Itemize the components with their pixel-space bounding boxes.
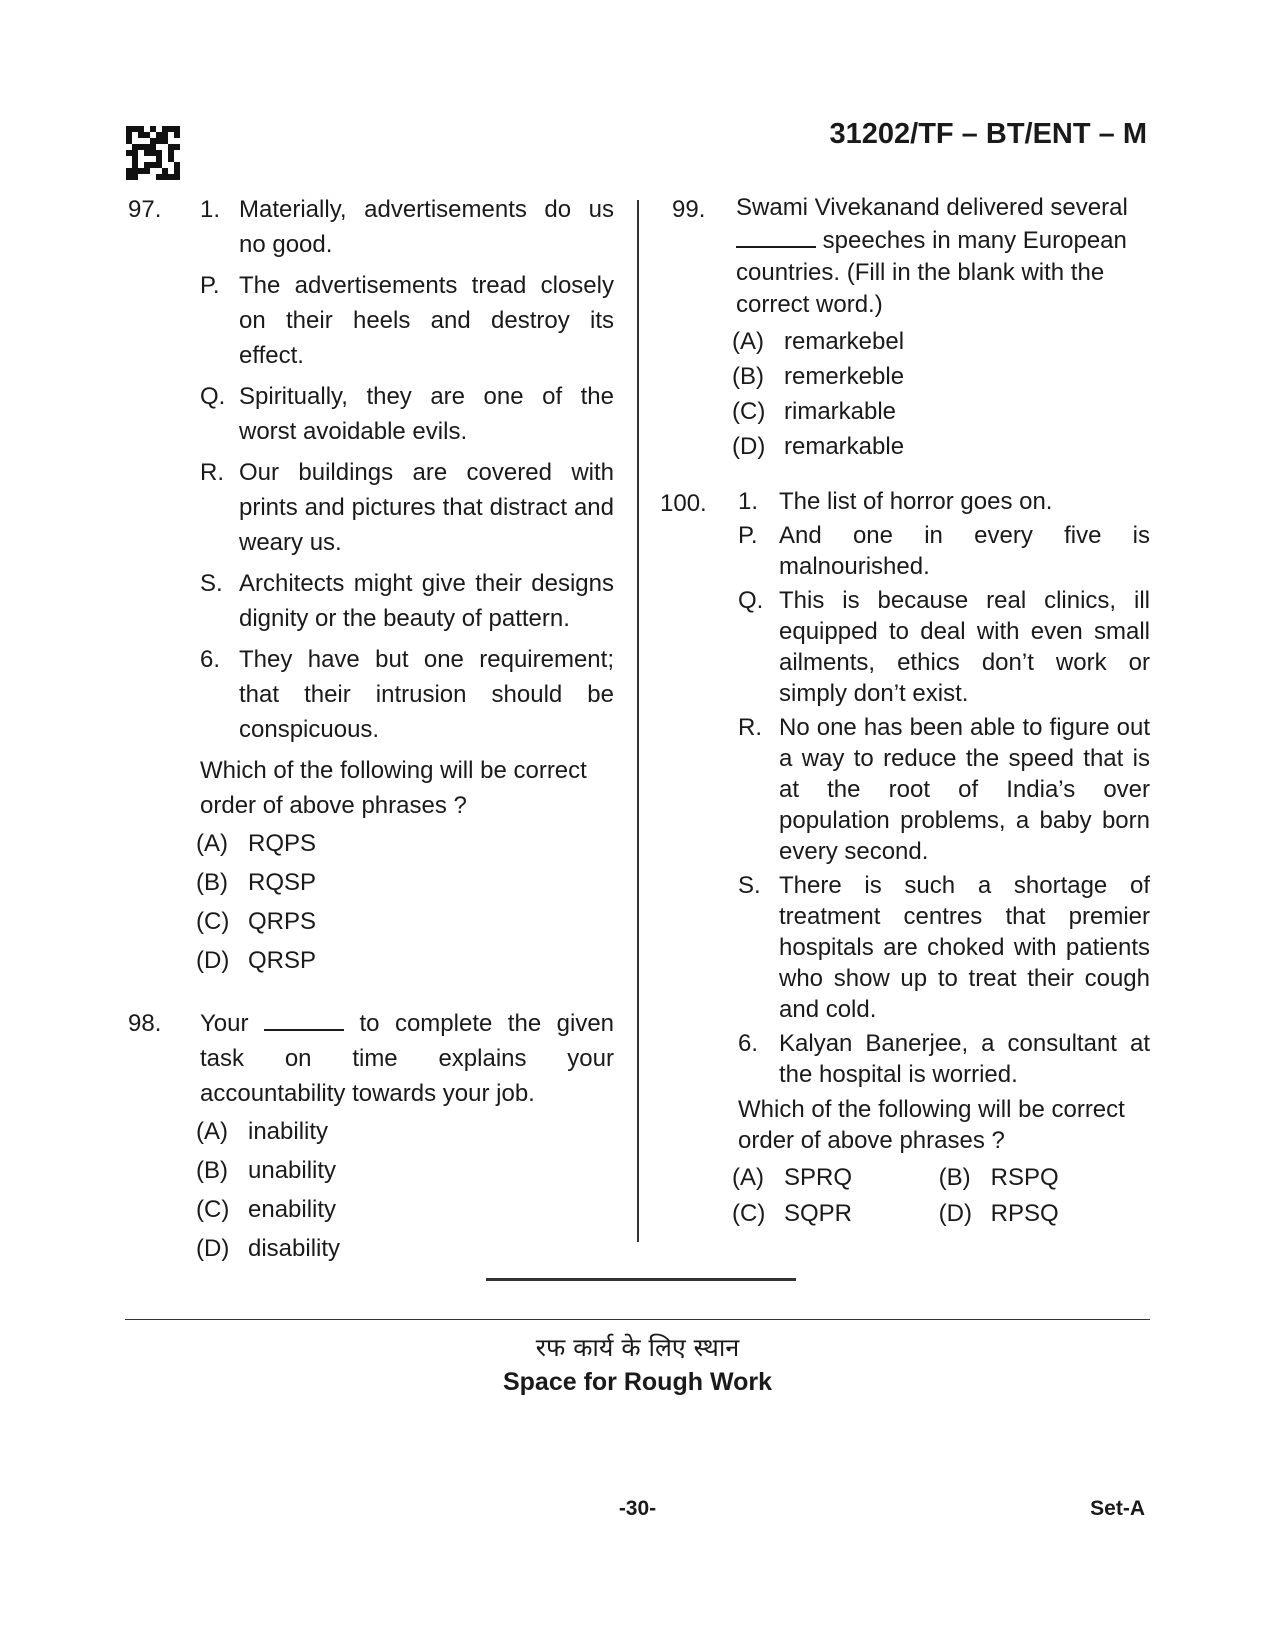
- option-d[interactable]: [196, 1231, 614, 1270]
- question-prompt: [660, 192, 1150, 321]
- option-label: (B): [938, 1164, 971, 1191]
- prompt-line: [736, 224, 1150, 257]
- statement: [128, 566, 614, 636]
- option-b[interactable]: [196, 1153, 614, 1192]
- option-a[interactable]: [196, 1114, 614, 1153]
- option-text: QRSP: [248, 947, 317, 974]
- option-b[interactable]: [732, 359, 1150, 394]
- statement-text: There is such a shortage of treatment centres that premier hospitals are choked with patients who show up to treat their cough and cold.: [779, 872, 1150, 1023]
- statement: [660, 870, 1150, 1025]
- statement-text: The advertisements tread closely on their heels and destroy its effect.: [239, 272, 614, 369]
- page-number: -30-: [618, 1497, 657, 1520]
- option-d[interactable]: [939, 1196, 1139, 1231]
- option-label: (A): [732, 1164, 764, 1191]
- statement: [660, 712, 1150, 867]
- option-c[interactable]: [732, 394, 1150, 429]
- option-label: (D): [196, 947, 230, 974]
- statement-label: Q.: [738, 587, 764, 614]
- right-column: [660, 192, 1150, 1232]
- statement: [128, 642, 614, 747]
- fill-blank: [264, 1007, 344, 1031]
- option-text: SPRQ: [784, 1164, 853, 1191]
- option-label: (D): [196, 1235, 230, 1262]
- option-label: (B): [732, 363, 764, 390]
- options-row: [732, 1196, 1150, 1232]
- option-b[interactable]: [939, 1160, 1139, 1195]
- option-label: (A): [196, 1118, 228, 1145]
- option-d[interactable]: [196, 943, 614, 982]
- statement-label: 1.: [738, 488, 759, 515]
- statement-text: Spiritually, they are one of the worst avoidable evils.: [239, 383, 614, 445]
- options-list: [128, 1114, 614, 1270]
- option-b[interactable]: [196, 865, 614, 904]
- option-label: (B): [196, 1157, 228, 1184]
- statement-label: 6.: [200, 646, 221, 673]
- rough-work-heading-hindi: रफ कार्य के लिए स्थान: [535, 1333, 740, 1362]
- statement: [660, 585, 1150, 709]
- option-a[interactable]: [732, 324, 1150, 359]
- statement-label: R.: [200, 459, 224, 486]
- question-100: [660, 486, 1150, 1232]
- option-text: remarkable: [784, 433, 905, 460]
- option-label: (D): [938, 1200, 972, 1227]
- option-text: remerkeble: [784, 363, 905, 390]
- question-prompt: Which of the following will be correct order of above phrases ?: [200, 757, 587, 819]
- prompt-start: Your: [200, 1010, 249, 1037]
- prompt-line: Swami Vivekanand delivered several: [736, 194, 1128, 221]
- option-label: (A): [196, 830, 228, 857]
- set-label: Set-A: [1090, 1497, 1145, 1520]
- option-c[interactable]: [196, 1192, 614, 1231]
- option-text: SQPR: [784, 1200, 853, 1227]
- rough-work-heading: Space for Rough Work: [502, 1368, 772, 1396]
- prompt-line: correct word.): [736, 291, 883, 318]
- options-row: [732, 1160, 1150, 1196]
- statement-text: Architects might give their designs dignity or the beauty of pattern.: [239, 570, 614, 632]
- option-text: RSPQ: [990, 1164, 1059, 1191]
- qr-code-icon: [126, 126, 180, 180]
- option-label: (B): [196, 869, 228, 896]
- question-98: [128, 1006, 614, 1270]
- question-99: [660, 192, 1150, 464]
- question-number: 97.: [128, 196, 162, 223]
- prompt-line-text: speeches in many European: [822, 227, 1127, 254]
- option-label: (A): [732, 328, 764, 355]
- option-text: RQPS: [248, 830, 317, 857]
- option-text: RPSQ: [990, 1200, 1059, 1227]
- section-end-rule: [486, 1278, 796, 1281]
- rough-work-rule: [125, 1319, 1150, 1320]
- statement-label: P.: [200, 272, 220, 299]
- option-text: inability: [248, 1118, 329, 1145]
- statement: [128, 192, 614, 262]
- options-list: [660, 324, 1150, 464]
- option-text: enability: [248, 1196, 337, 1223]
- statement: [128, 455, 614, 560]
- options-list: [128, 826, 614, 982]
- column-divider: [637, 200, 639, 1242]
- statement-label: 6.: [738, 1030, 759, 1057]
- option-c[interactable]: [732, 1196, 932, 1231]
- statement-text: Kalyan Banerjee, a consultant at the hospital is worried.: [779, 1030, 1150, 1088]
- option-text: QRPS: [248, 908, 317, 935]
- option-text: remarkebel: [784, 328, 905, 355]
- statement: [128, 268, 614, 373]
- statement: [660, 520, 1150, 582]
- statement-label: Q.: [200, 383, 226, 410]
- question-97: [128, 192, 614, 982]
- prompt-line: countries. (Fill in the blank with the: [736, 259, 1105, 286]
- statement-label: R.: [738, 714, 762, 741]
- question-prompt: [128, 1006, 614, 1111]
- statement-label: 1.: [200, 196, 221, 223]
- statement-label: P.: [738, 522, 758, 549]
- option-text: rimarkable: [784, 398, 897, 425]
- question-number: 100.: [660, 490, 707, 517]
- statement-text: They have but one requirement; that their intrusion should be conspicuous.: [239, 646, 614, 743]
- question-prompt: Which of the following will be correct order of above phrases ?: [738, 1096, 1125, 1154]
- option-label: (C): [732, 398, 766, 425]
- option-text: disability: [248, 1235, 341, 1262]
- statement-text: And one in every five is malnourished.: [779, 522, 1150, 580]
- question-number: 99.: [672, 196, 706, 223]
- option-label: (D): [732, 433, 766, 460]
- statement-label: S.: [200, 570, 223, 597]
- statement-text: This is because real clinics, ill equipped to deal with even small ailments, ethics don’t work or simply don’t exist.: [779, 587, 1150, 707]
- option-label: (C): [196, 1196, 230, 1223]
- options-grid: [660, 1160, 1150, 1232]
- statement-text: The list of horror goes on.: [779, 488, 1053, 515]
- statement: [660, 486, 1150, 517]
- option-c[interactable]: [196, 904, 614, 943]
- statement-text: Our buildings are covered with prints and pictures that distract and weary us.: [239, 459, 614, 556]
- statement: [128, 379, 614, 449]
- option-text: RQSP: [248, 869, 317, 896]
- option-label: (C): [732, 1200, 766, 1227]
- option-a[interactable]: [196, 826, 614, 865]
- option-text: unability: [248, 1157, 337, 1184]
- prompt-end: to complete the given task on time explains your accountability towards your job.: [200, 1010, 615, 1107]
- option-label: (C): [196, 908, 230, 935]
- statement-label: S.: [738, 872, 761, 899]
- option-d[interactable]: [732, 429, 1150, 464]
- question-number: 98.: [128, 1010, 162, 1037]
- paper-code: 31202/TF – BT/ENT – M: [829, 118, 1147, 150]
- option-a[interactable]: [732, 1160, 932, 1195]
- left-column: [128, 192, 614, 1270]
- statement-text: Materially, advertisements do us no good.: [239, 196, 614, 258]
- fill-blank: [736, 224, 816, 248]
- statement-text: No one has been able to figure out a way to reduce the speed that is at the root of India’s over population problems, a baby born every second.: [779, 714, 1150, 865]
- statement: [660, 1028, 1150, 1090]
